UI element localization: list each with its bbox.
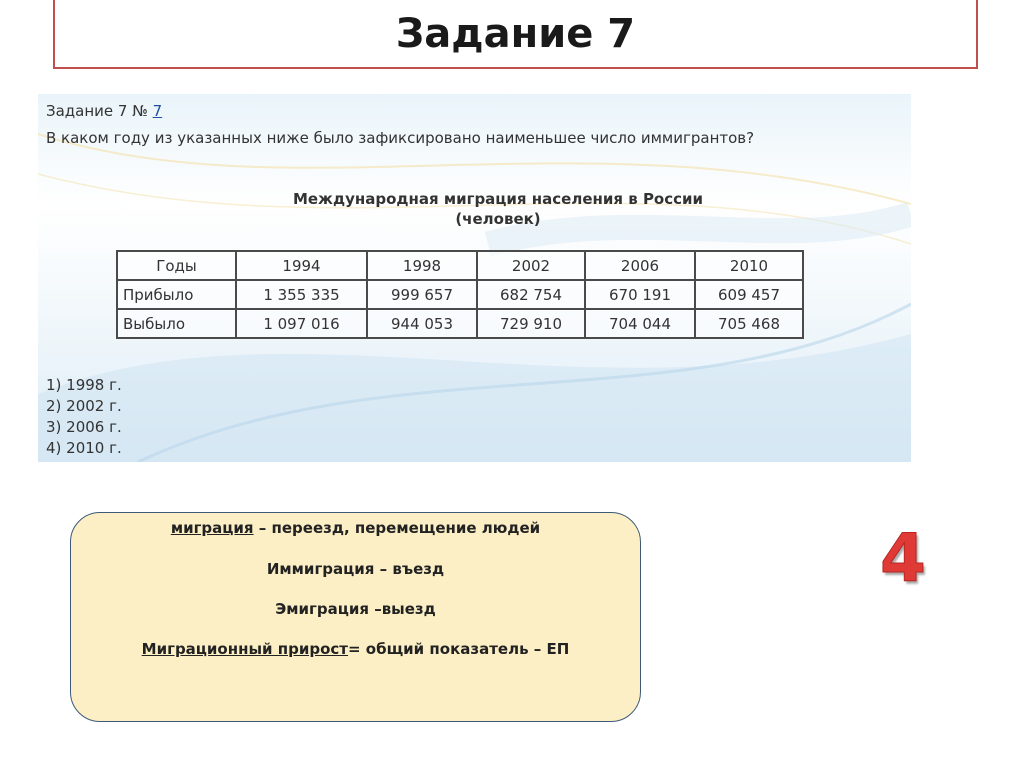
definitions-box bbox=[70, 512, 641, 722]
definition-migration-text: – переезд, перемещение людей bbox=[253, 519, 541, 537]
table-header-cell: 2006 bbox=[585, 251, 695, 280]
answer-option: 4) 2010 г. bbox=[46, 439, 122, 457]
table-row-label: Прибыло bbox=[117, 280, 236, 309]
slide-title: Задание 7 bbox=[395, 10, 636, 57]
table-title: Международная миграция населения в России bbox=[292, 190, 704, 208]
table-header-cell: 2002 bbox=[477, 251, 585, 280]
table-cell: 705 468 bbox=[695, 309, 803, 338]
table-cell: 1 355 335 bbox=[236, 280, 367, 309]
table-header-row bbox=[117, 251, 803, 280]
table-cell: 729 910 bbox=[477, 309, 585, 338]
definition-migration-growth-text: = общий показатель – ЕП bbox=[348, 640, 570, 658]
table-cell: 944 053 bbox=[367, 309, 477, 338]
table-units: (человек) bbox=[455, 210, 541, 228]
task-heading bbox=[46, 102, 162, 120]
task-panel bbox=[38, 94, 911, 462]
table-cell: 999 657 bbox=[367, 280, 477, 309]
definition-migration-growth bbox=[71, 639, 640, 659]
task-question: В каком году из указанных ниже было зафиксировано наименьшее число иммигрантов? bbox=[46, 129, 755, 147]
table-cell: 670 191 bbox=[585, 280, 695, 309]
table-header-cell: Годы bbox=[117, 251, 236, 280]
answer-option: 3) 2006 г. bbox=[46, 418, 122, 436]
table-cell: 682 754 bbox=[477, 280, 585, 309]
title-box bbox=[53, 0, 978, 69]
answer-option: 2) 2002 г. bbox=[46, 397, 122, 415]
table-cell: 609 457 bbox=[695, 280, 803, 309]
task-number-link[interactable]: 7 bbox=[152, 102, 163, 120]
table-row bbox=[117, 280, 803, 309]
table-cell: 1 097 016 bbox=[236, 309, 367, 338]
table-cell: 704 044 bbox=[585, 309, 695, 338]
term-migration: миграция bbox=[170, 519, 254, 537]
table-caption bbox=[38, 189, 911, 229]
migration-table bbox=[116, 250, 804, 339]
term-migration-growth: Миграционный прирост bbox=[141, 640, 349, 658]
task-heading-text: Задание 7 № bbox=[46, 102, 148, 120]
table-header-cell: 1994 bbox=[236, 251, 367, 280]
answer-options bbox=[46, 375, 122, 459]
answer-option: 1) 1998 г. bbox=[46, 376, 122, 394]
answer-number: 4 bbox=[880, 520, 926, 597]
table-header-cell: 1998 bbox=[367, 251, 477, 280]
definition-immigration: Иммиграция – въезд bbox=[266, 560, 445, 578]
table-row bbox=[117, 309, 803, 338]
table-row-label: Выбыло bbox=[117, 309, 236, 338]
definition-migration bbox=[71, 518, 640, 538]
table-header-cell: 2010 bbox=[695, 251, 803, 280]
definition-emigration: Эмиграция –выезд bbox=[275, 600, 436, 618]
